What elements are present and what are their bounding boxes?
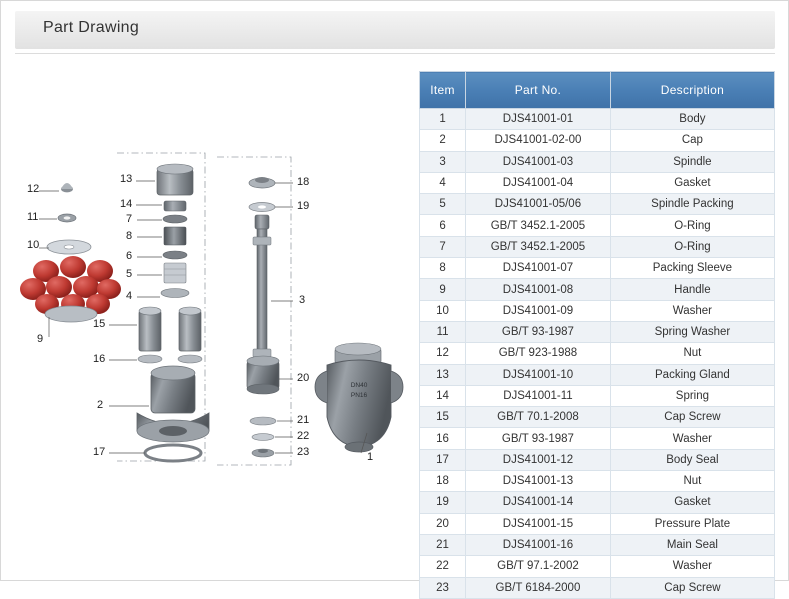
cell-description: O-Ring bbox=[610, 215, 774, 236]
cell-item: 6 bbox=[420, 215, 466, 236]
part-12-nut bbox=[39, 183, 73, 192]
table-row bbox=[420, 130, 775, 151]
cell-part-no: GB/T 93-1987 bbox=[466, 428, 611, 449]
cell-description: Washer bbox=[610, 556, 774, 577]
table-row bbox=[420, 534, 775, 555]
cell-description: Nut bbox=[610, 471, 774, 492]
table-row bbox=[420, 343, 775, 364]
valve-marking-line2: PN16 bbox=[350, 392, 368, 399]
callout-8: 8 bbox=[126, 230, 133, 242]
table-row bbox=[420, 151, 775, 172]
exploded-view-drawing bbox=[9, 61, 415, 571]
table-row bbox=[420, 172, 775, 193]
callout-1: 1 bbox=[367, 451, 374, 463]
cell-part-no: DJS41001-01 bbox=[466, 109, 611, 130]
cell-description: Packing Sleeve bbox=[610, 258, 774, 279]
part-2-cap bbox=[109, 366, 209, 442]
cell-description: Handle bbox=[610, 279, 774, 300]
cell-description: Body Seal bbox=[610, 449, 774, 470]
callout-15: 15 bbox=[93, 318, 106, 330]
cell-description: Gasket bbox=[610, 172, 774, 193]
cell-item: 19 bbox=[420, 492, 466, 513]
table-row bbox=[420, 194, 775, 215]
callout-18: 18 bbox=[297, 176, 310, 188]
table-row bbox=[420, 321, 775, 342]
table-header-row bbox=[420, 72, 775, 109]
table-row bbox=[420, 471, 775, 492]
cell-part-no: GB/T 97.1-2002 bbox=[466, 556, 611, 577]
cell-item: 11 bbox=[420, 321, 466, 342]
callout-3: 3 bbox=[299, 294, 306, 306]
callout-5: 5 bbox=[126, 268, 133, 280]
table-row bbox=[420, 428, 775, 449]
cell-description: Cap Screw bbox=[610, 577, 774, 598]
cell-item: 18 bbox=[420, 471, 466, 492]
callout-13: 13 bbox=[120, 173, 133, 185]
column-header-part-no: Part No. bbox=[466, 72, 611, 109]
callout-17: 17 bbox=[93, 446, 106, 458]
part-5-spindle-packing bbox=[137, 263, 186, 283]
cell-part-no: DJS41001-05/06 bbox=[466, 194, 611, 215]
parts-table-body bbox=[420, 109, 775, 599]
cell-description: Main Seal bbox=[610, 534, 774, 555]
column-header-description: Description bbox=[610, 72, 774, 109]
table-row bbox=[420, 300, 775, 321]
cell-item: 2 bbox=[420, 130, 466, 151]
cell-item: 17 bbox=[420, 449, 466, 470]
table-row bbox=[420, 364, 775, 385]
cell-description: Body bbox=[610, 109, 774, 130]
cell-part-no: DJS41001-02-00 bbox=[466, 130, 611, 151]
cell-part-no: DJS41001-15 bbox=[466, 513, 611, 534]
part-18-nut bbox=[249, 177, 293, 188]
cell-item: 12 bbox=[420, 343, 466, 364]
cell-item: 15 bbox=[420, 407, 466, 428]
table-row bbox=[420, 258, 775, 279]
cell-description: O-Ring bbox=[610, 236, 774, 257]
callout-14: 14 bbox=[120, 198, 133, 210]
cell-item: 5 bbox=[420, 194, 466, 215]
cell-description: Packing Gland bbox=[610, 364, 774, 385]
callout-7: 7 bbox=[126, 213, 133, 225]
part-21-main-seal bbox=[250, 417, 293, 425]
table-row bbox=[420, 236, 775, 257]
cell-description: Spindle Packing bbox=[610, 194, 774, 215]
part-22-washer bbox=[252, 434, 293, 441]
cell-part-no: GB/T 3452.1-2005 bbox=[466, 236, 611, 257]
part-20-pressure-plate bbox=[247, 356, 293, 394]
cell-item: 16 bbox=[420, 428, 466, 449]
table-row bbox=[420, 279, 775, 300]
part-1-body bbox=[315, 343, 403, 453]
cell-part-no: DJS41001-09 bbox=[466, 300, 611, 321]
column-header-item: Item bbox=[420, 72, 466, 109]
cell-description: Nut bbox=[610, 343, 774, 364]
table-row bbox=[420, 407, 775, 428]
callout-11: 11 bbox=[27, 211, 39, 223]
part-13-packing-gland bbox=[136, 164, 193, 195]
cell-item: 21 bbox=[420, 534, 466, 555]
part-6-oring-lower bbox=[137, 251, 187, 259]
cell-description: Spring bbox=[610, 385, 774, 406]
callout-23: 23 bbox=[297, 446, 310, 458]
cell-part-no: DJS41001-10 bbox=[466, 364, 611, 385]
part-19-gasket bbox=[249, 203, 293, 212]
cell-description: Spring Washer bbox=[610, 321, 774, 342]
cell-description: Pressure Plate bbox=[610, 513, 774, 534]
callout-9: 9 bbox=[37, 333, 44, 345]
cell-item: 13 bbox=[420, 364, 466, 385]
cell-item: 10 bbox=[420, 300, 466, 321]
part-4-gasket bbox=[137, 289, 189, 298]
callout-10: 10 bbox=[27, 239, 40, 251]
cell-part-no: DJS41001-03 bbox=[466, 151, 611, 172]
cell-part-no: GB/T 70.1-2008 bbox=[466, 407, 611, 428]
cell-description: Cap bbox=[610, 130, 774, 151]
part-15-cap-screws bbox=[109, 307, 201, 351]
part-16-washers bbox=[109, 355, 202, 363]
callout-12: 12 bbox=[27, 183, 40, 195]
cell-part-no: DJS41001-16 bbox=[466, 534, 611, 555]
callout-6: 6 bbox=[126, 250, 133, 262]
cell-part-no: DJS41001-08 bbox=[466, 279, 611, 300]
callout-21: 21 bbox=[297, 414, 310, 426]
header-divider bbox=[15, 53, 775, 54]
cell-item: 14 bbox=[420, 385, 466, 406]
callout-2: 2 bbox=[97, 399, 104, 411]
table-row bbox=[420, 449, 775, 470]
part-7-oring-upper bbox=[137, 215, 187, 223]
parts-table bbox=[419, 71, 775, 599]
cell-part-no: GB/T 923-1988 bbox=[466, 343, 611, 364]
cell-part-no: GB/T 6184-2000 bbox=[466, 577, 611, 598]
part-11-spring-washer bbox=[39, 214, 76, 222]
cell-part-no: GB/T 3452.1-2005 bbox=[466, 215, 611, 236]
cell-item: 7 bbox=[420, 236, 466, 257]
cell-part-no: DJS41001-04 bbox=[466, 172, 611, 193]
cell-description: Spindle bbox=[610, 151, 774, 172]
page-header-bar bbox=[15, 11, 775, 49]
cell-item: 22 bbox=[420, 556, 466, 577]
cell-item: 23 bbox=[420, 577, 466, 598]
parts-table-head bbox=[420, 72, 775, 109]
cell-part-no: DJS41001-11 bbox=[466, 385, 611, 406]
drawing-svg bbox=[9, 61, 415, 571]
cell-part-no: DJS41001-13 bbox=[466, 471, 611, 492]
cell-part-no: GB/T 93-1987 bbox=[466, 321, 611, 342]
callout-4: 4 bbox=[126, 290, 133, 302]
cell-part-no: DJS41001-12 bbox=[466, 449, 611, 470]
table-row bbox=[420, 385, 775, 406]
cell-item: 8 bbox=[420, 258, 466, 279]
part-14-spring bbox=[136, 201, 186, 211]
cell-description: Washer bbox=[610, 428, 774, 449]
callout-16: 16 bbox=[93, 353, 106, 365]
table-row bbox=[420, 109, 775, 130]
callout-20: 20 bbox=[297, 372, 310, 384]
table-row bbox=[420, 513, 775, 534]
table-row bbox=[420, 577, 775, 598]
callout-19: 19 bbox=[297, 200, 310, 212]
callout-22: 22 bbox=[297, 430, 310, 442]
cell-part-no: DJS41001-14 bbox=[466, 492, 611, 513]
part-9-handle bbox=[20, 256, 121, 337]
page-title: Part Drawing bbox=[43, 19, 140, 36]
cell-item: 9 bbox=[420, 279, 466, 300]
cell-description: Gasket bbox=[610, 492, 774, 513]
part-3-spindle bbox=[253, 215, 293, 357]
table-row bbox=[420, 556, 775, 577]
part-17-body-seal bbox=[109, 445, 201, 461]
cell-item: 3 bbox=[420, 151, 466, 172]
table-row bbox=[420, 215, 775, 236]
part-8-packing-sleeve bbox=[137, 227, 186, 245]
cell-description: Cap Screw bbox=[610, 407, 774, 428]
table-row bbox=[420, 492, 775, 513]
cell-part-no: DJS41001-07 bbox=[466, 258, 611, 279]
cell-item: 20 bbox=[420, 513, 466, 534]
cell-description: Washer bbox=[610, 300, 774, 321]
cell-item: 1 bbox=[420, 109, 466, 130]
valve-marking-line1: DN40 bbox=[350, 382, 368, 389]
part-10-washer bbox=[39, 240, 91, 254]
cell-item: 4 bbox=[420, 172, 466, 193]
part-23-cap-screw bbox=[252, 449, 293, 457]
